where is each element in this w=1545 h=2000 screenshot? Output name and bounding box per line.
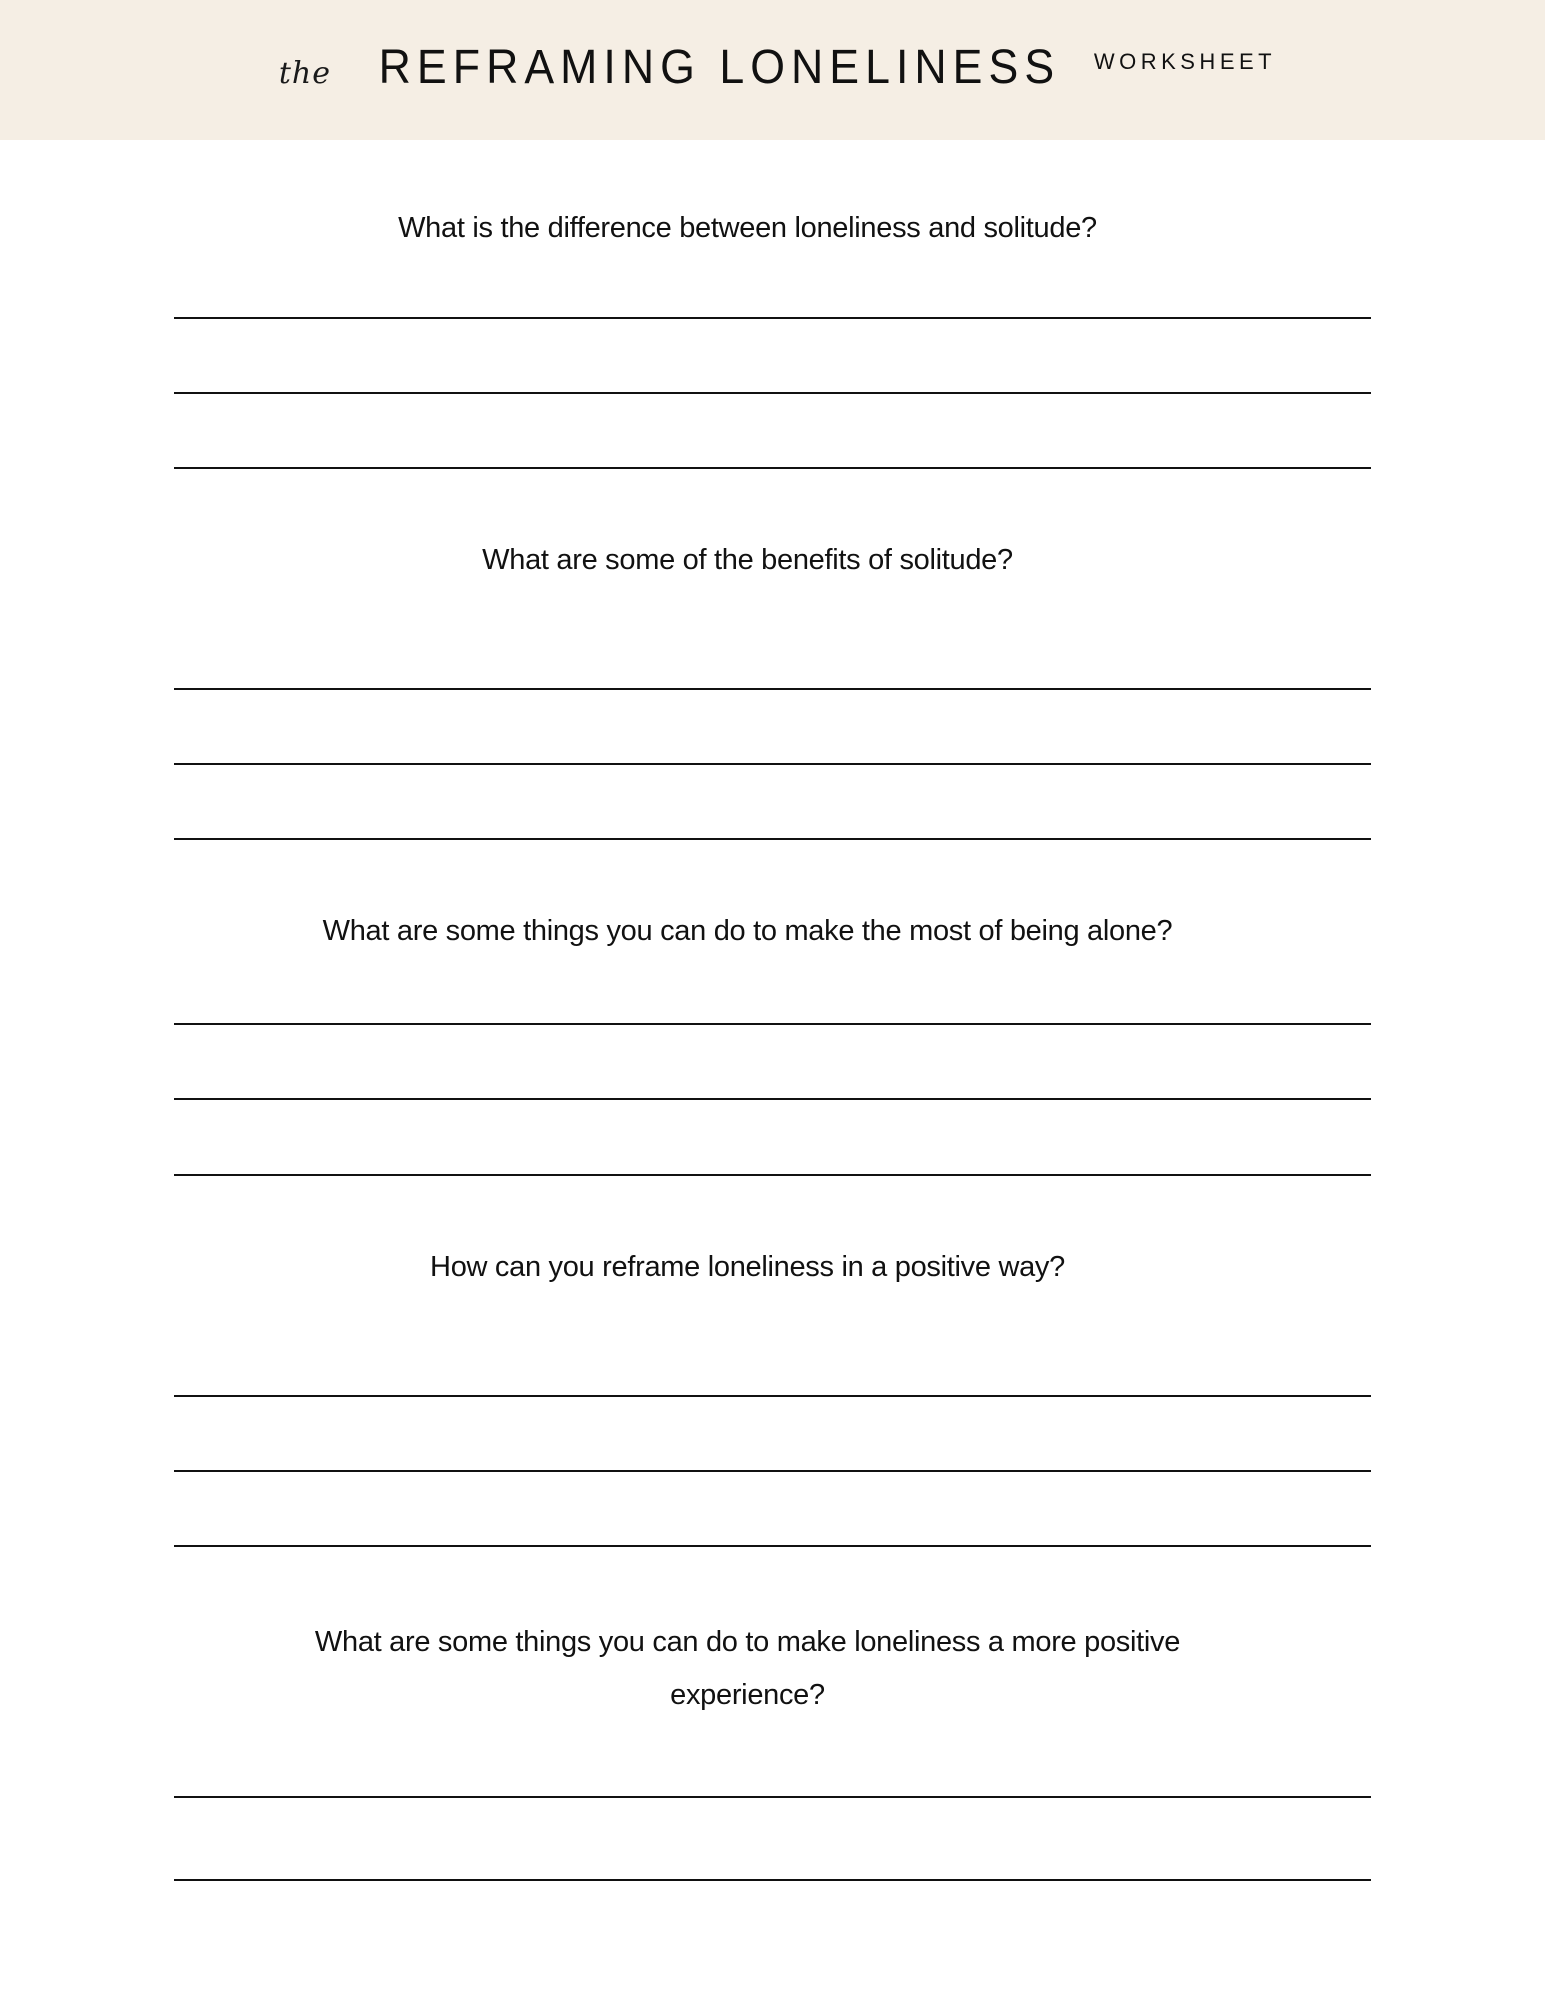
question-2: What are some of the benefits of solitude? xyxy=(482,544,1013,576)
answer-line-3-2[interactable] xyxy=(174,1098,1371,1100)
answer-line-2-3[interactable] xyxy=(174,838,1371,840)
question-3: What are some things you can do to make the most of being alone? xyxy=(322,915,1173,947)
answer-line-3-1[interactable] xyxy=(174,1023,1371,1025)
answer-line-3-3[interactable] xyxy=(174,1174,1371,1176)
question-1: What is the difference between loneliness and solitude? xyxy=(398,212,1097,244)
answer-line-1-1[interactable] xyxy=(174,317,1371,319)
answer-line-1-3[interactable] xyxy=(174,467,1371,469)
question-5-line-1: What are some things you can do to make loneliness a more positive xyxy=(314,1626,1181,1658)
answer-line-5-1[interactable] xyxy=(174,1796,1371,1798)
answer-line-4-2[interactable] xyxy=(174,1470,1371,1472)
title-main: REFRAMING LONELINESS xyxy=(378,41,1061,94)
worksheet-title xyxy=(0,40,1545,100)
question-5-line-2: experience? xyxy=(670,1679,825,1711)
answer-line-4-3[interactable] xyxy=(174,1545,1371,1547)
answer-line-5-2[interactable] xyxy=(174,1879,1371,1881)
answer-line-4-1[interactable] xyxy=(174,1395,1371,1397)
answer-line-1-2[interactable] xyxy=(174,392,1371,394)
worksheet-header xyxy=(0,0,1545,140)
title-suffix: WORKSHEET xyxy=(1093,49,1277,74)
title-prefix: the xyxy=(278,56,332,91)
question-4: How can you reframe loneliness in a positive way? xyxy=(430,1251,1065,1283)
answer-line-2-2[interactable] xyxy=(174,763,1371,765)
answer-line-2-1[interactable] xyxy=(174,688,1371,690)
